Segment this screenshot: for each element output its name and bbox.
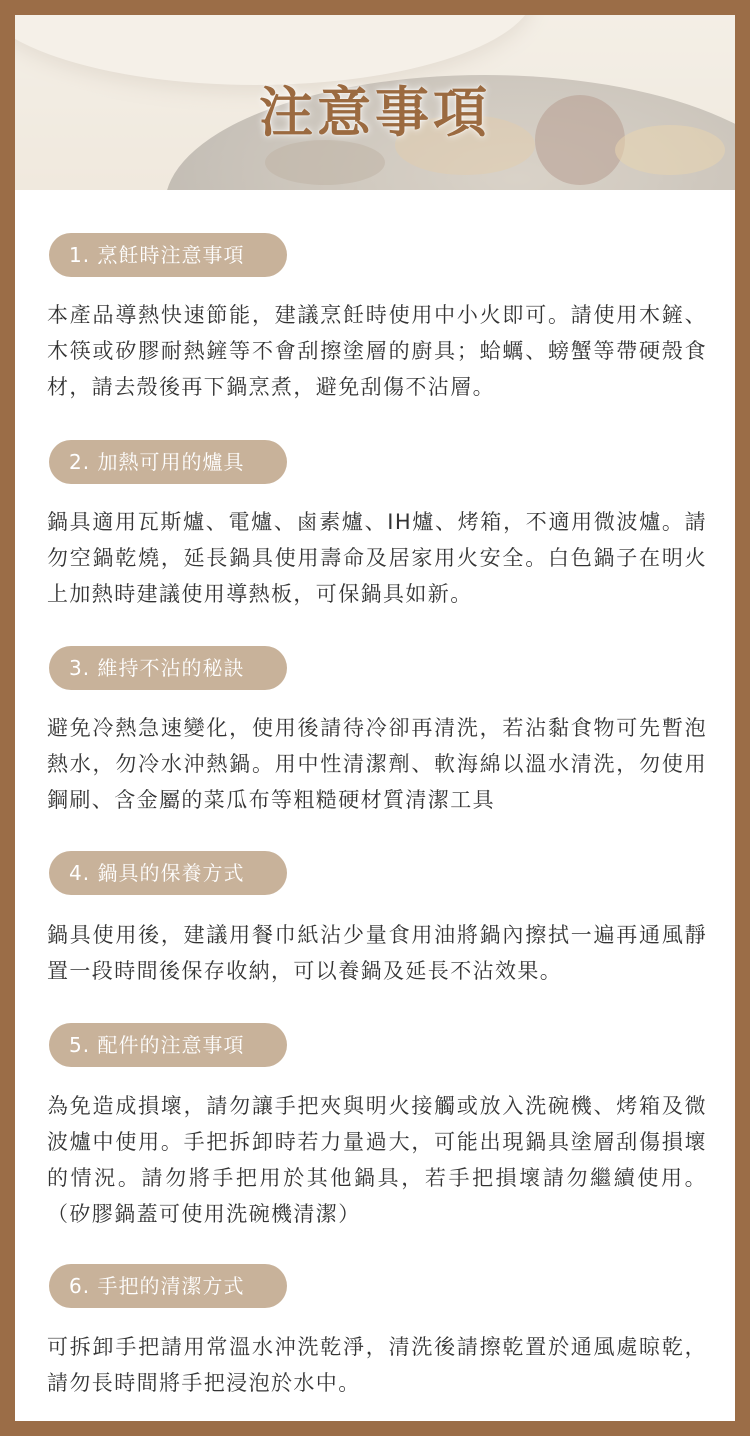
section-body-4: 鍋具使用後，建議用餐巾紙沾少量食用油將鍋內擦拭一遍再通風靜置一段時間後保存收納，可以養鍋及延長不沾效果。: [47, 923, 707, 983]
section-heading-6: 6. 手把的清潔方式: [49, 1264, 287, 1308]
section-heading-5: 5. 配件的注意事項: [49, 1023, 287, 1067]
section-heading-1: 1. 烹飪時注意事項: [49, 233, 287, 277]
section-body-1: 本產品導熱快速節能，建議烹飪時使用中小火即可。請使用木鏟、木筷或矽膠耐熱鏟等不會刮擦塗層的廚具；蛤蠣、螃蟹等帶硬殼食材，請去殼後再下鍋烹煮，避免刮傷不沾層。: [47, 303, 707, 399]
section-heading-3: 3. 維持不沾的秘訣: [49, 646, 287, 690]
header-banner: [15, 15, 735, 190]
section-body-5: 為免造成損壞，請勿讓手把夾與明火接觸或放入洗碗機、烤箱及微波爐中使用。手把拆卸時若力量過大，可能出現鍋具塗層刮傷損壞的情況。請勿將手把用於其他鍋具，若手把損壞請勿繼續使用。（矽膠鍋蓋可使用洗碗機清潔）: [47, 1094, 707, 1226]
page-title: 注意事項: [259, 81, 491, 144]
section-heading-2: 2. 加熱可用的爐具: [49, 440, 287, 484]
section-body-6: 可拆卸手把請用常溫水沖洗乾淨，清洗後請擦乾置於通風處晾乾，請勿長時間將手把浸泡於水中。: [47, 1335, 707, 1395]
section-body-3: 避免冷熱急速變化，使用後請待冷卻再清洗，若沾黏食物可先暫泡熱水，勿冷水沖熱鍋。用中性清潔劑、軟海綿以溫水清洗，勿使用鋼刷、含金屬的菜瓜布等粗糙硬材質清潔工具: [47, 716, 707, 812]
section-heading-4: 4. 鍋具的保養方式: [49, 851, 287, 895]
content-panel: [15, 15, 735, 1421]
section-body-2: 鍋具適用瓦斯爐、電爐、鹵素爐、IH爐、烤箱，不適用微波爐。請勿空鍋乾燒，延長鍋具使用壽命及居家用火安全。白色鍋子在明火上加熱時建議使用導熱板，可保鍋具如新。: [47, 510, 707, 606]
